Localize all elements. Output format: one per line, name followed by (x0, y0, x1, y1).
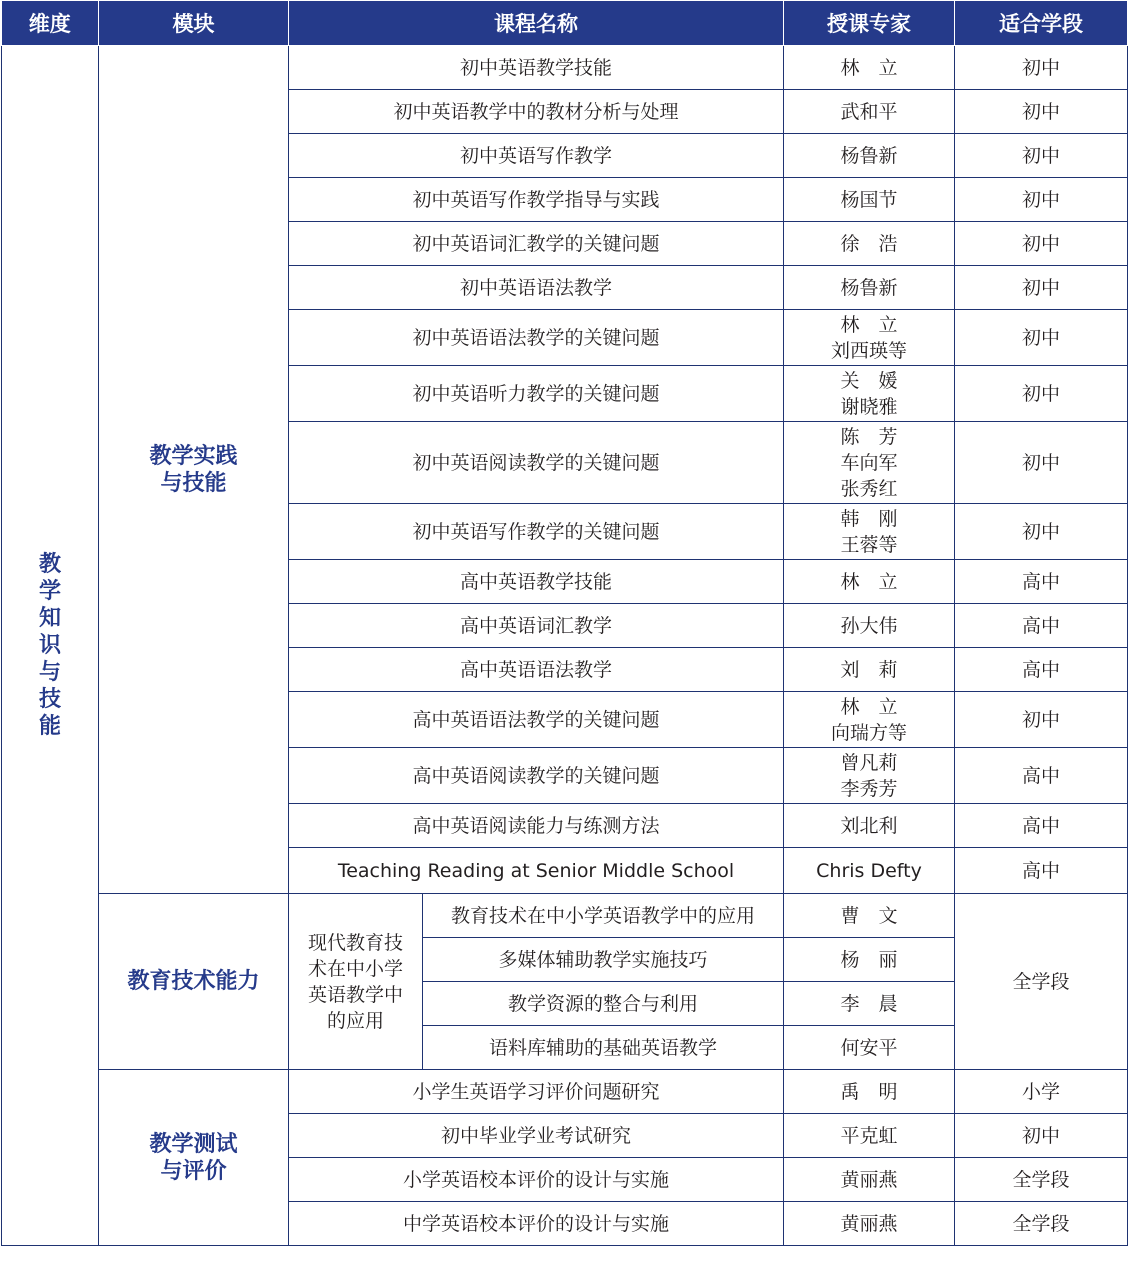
level-cell: 高中 (955, 804, 1128, 848)
expert-cell (784, 1026, 955, 1070)
expert-cell (784, 982, 955, 1026)
expert-name: 杨 丽 (840, 948, 898, 971)
expert-name: 林 立 刘西瑛等 (830, 313, 907, 362)
level-cell: 高中 (955, 748, 1128, 804)
level-cell: 初中 (955, 310, 1128, 366)
level-cell: 初中 (955, 134, 1128, 178)
course-cell: Teaching Reading at Senior Middle School (289, 848, 784, 894)
expert-name: Chris Defty (816, 859, 922, 882)
course-cell: 中学英语校本评价的设计与实施 (289, 1202, 784, 1246)
expert-name: 杨鲁新 (840, 144, 898, 167)
course-cell: 高中英语教学技能 (289, 560, 784, 604)
dimension-cell (2, 46, 99, 1246)
course-cell: 初中英语写作教学指导与实践 (289, 178, 784, 222)
course-cell: 高中英语词汇教学 (289, 604, 784, 648)
header-expert: 授课专家 (784, 1, 955, 46)
module-label: 教育技术能力 (127, 969, 260, 994)
expert-name: 黄丽燕 (840, 1212, 898, 1235)
expert-name: 杨国节 (840, 188, 898, 211)
expert-cell (784, 1158, 955, 1202)
expert-cell (784, 90, 955, 134)
expert-name: 林 立 (840, 570, 898, 593)
expert-cell (784, 848, 955, 894)
expert-cell (784, 46, 955, 90)
expert-cell (784, 804, 955, 848)
level-cell: 初中 (955, 178, 1128, 222)
expert-name: 关 媛 谢晓雅 (840, 369, 898, 418)
expert-name: 武和平 (840, 100, 898, 123)
level-cell: 初中 (955, 90, 1128, 134)
level-cell: 初中 (955, 422, 1128, 504)
subgroup-label: 现代教育技 术在中小学 英语教学中 的应用 (307, 931, 403, 1032)
module-cell (99, 46, 289, 894)
expert-name: 林 立 (840, 56, 898, 79)
level-cell: 全学段 (955, 894, 1128, 1070)
course-cell: 初中英语阅读教学的关键问题 (289, 422, 784, 504)
course-cell: 初中英语语法教学的关键问题 (289, 310, 784, 366)
expert-cell (784, 134, 955, 178)
module-cell (99, 894, 289, 1070)
course-cell: 小学英语校本评价的设计与实施 (289, 1158, 784, 1202)
level-cell: 全学段 (955, 1158, 1128, 1202)
header-dimension: 维度 (2, 1, 99, 46)
header-course-name: 课程名称 (289, 1, 784, 46)
subgroup-cell (289, 894, 423, 1070)
expert-cell (784, 222, 955, 266)
expert-cell (784, 1202, 955, 1246)
level-cell: 高中 (955, 604, 1128, 648)
table-row (2, 1070, 1128, 1114)
course-cell: 初中毕业学业考试研究 (289, 1114, 784, 1158)
expert-cell (784, 748, 955, 804)
course-cell: 教学资源的整合与利用 (423, 982, 784, 1026)
header-module: 模块 (99, 1, 289, 46)
table-row (2, 894, 1128, 938)
level-cell: 初中 (955, 222, 1128, 266)
level-cell: 高中 (955, 648, 1128, 692)
expert-cell (784, 504, 955, 560)
course-cell: 多媒体辅助教学实施技巧 (423, 938, 784, 982)
expert-name: 何安平 (840, 1036, 898, 1059)
expert-cell (784, 604, 955, 648)
expert-cell (784, 310, 955, 366)
course-cell: 语料库辅助的基础英语教学 (423, 1026, 784, 1070)
expert-cell (784, 648, 955, 692)
expert-cell (784, 366, 955, 422)
level-cell: 初中 (955, 1114, 1128, 1158)
expert-cell (784, 1070, 955, 1114)
level-cell: 高中 (955, 848, 1128, 894)
course-cell: 高中英语阅读能力与练测方法 (289, 804, 784, 848)
course-cell: 小学生英语学习评价问题研究 (289, 1070, 784, 1114)
header-row (2, 1, 1128, 46)
expert-name: 黄丽燕 (840, 1168, 898, 1191)
expert-cell (784, 894, 955, 938)
module-label: 教学测试 与评价 (149, 1131, 238, 1184)
expert-name: 李 晨 (840, 992, 898, 1015)
expert-name: 刘 莉 (840, 658, 898, 681)
expert-name: 林 立 向瑞方等 (830, 695, 907, 744)
expert-cell (784, 938, 955, 982)
expert-cell (784, 266, 955, 310)
expert-cell (784, 560, 955, 604)
expert-name: 杨鲁新 (840, 276, 898, 299)
expert-name: 禹 明 (840, 1080, 898, 1103)
level-cell: 全学段 (955, 1202, 1128, 1246)
course-cell: 初中英语写作教学的关键问题 (289, 504, 784, 560)
level-cell: 初中 (955, 46, 1128, 90)
level-cell: 初中 (955, 366, 1128, 422)
course-cell: 初中英语教学技能 (289, 46, 784, 90)
course-cell: 初中英语写作教学 (289, 134, 784, 178)
module-label: 教学实践 与技能 (149, 443, 238, 496)
expert-name: 曹 文 (840, 904, 898, 927)
expert-name: 孙大伟 (840, 614, 898, 637)
course-cell: 教育技术在中小学英语教学中的应用 (423, 894, 784, 938)
module-cell (99, 1070, 289, 1246)
expert-name: 陈 芳 车向军 张秀红 (840, 425, 898, 500)
course-cell: 初中英语教学中的教材分析与处理 (289, 90, 784, 134)
course-cell: 初中英语语法教学 (289, 266, 784, 310)
course-cell: 高中英语阅读教学的关键问题 (289, 748, 784, 804)
expert-cell (784, 422, 955, 504)
course-cell: 高中英语语法教学 (289, 648, 784, 692)
table-body (2, 46, 1128, 1246)
dimension-label: 教学知识与技能 (38, 552, 61, 739)
table-row (2, 46, 1128, 90)
level-cell: 小学 (955, 1070, 1128, 1114)
level-cell: 初中 (955, 504, 1128, 560)
course-cell: 高中英语语法教学的关键问题 (289, 692, 784, 748)
level-cell: 初中 (955, 692, 1128, 748)
course-cell: 初中英语词汇教学的关键问题 (289, 222, 784, 266)
expert-name: 平克虹 (840, 1124, 898, 1147)
course-table (1, 0, 1128, 1246)
level-cell: 高中 (955, 560, 1128, 604)
expert-cell (784, 692, 955, 748)
expert-name: 韩 刚 王蓉等 (840, 507, 898, 556)
expert-cell (784, 178, 955, 222)
expert-name: 刘北利 (840, 814, 898, 837)
expert-name: 徐 浩 (840, 232, 898, 255)
level-cell: 初中 (955, 266, 1128, 310)
course-cell: 初中英语听力教学的关键问题 (289, 366, 784, 422)
expert-cell (784, 1114, 955, 1158)
header-level: 适合学段 (955, 1, 1128, 46)
expert-name: 曾凡莉 李秀芳 (840, 751, 898, 800)
